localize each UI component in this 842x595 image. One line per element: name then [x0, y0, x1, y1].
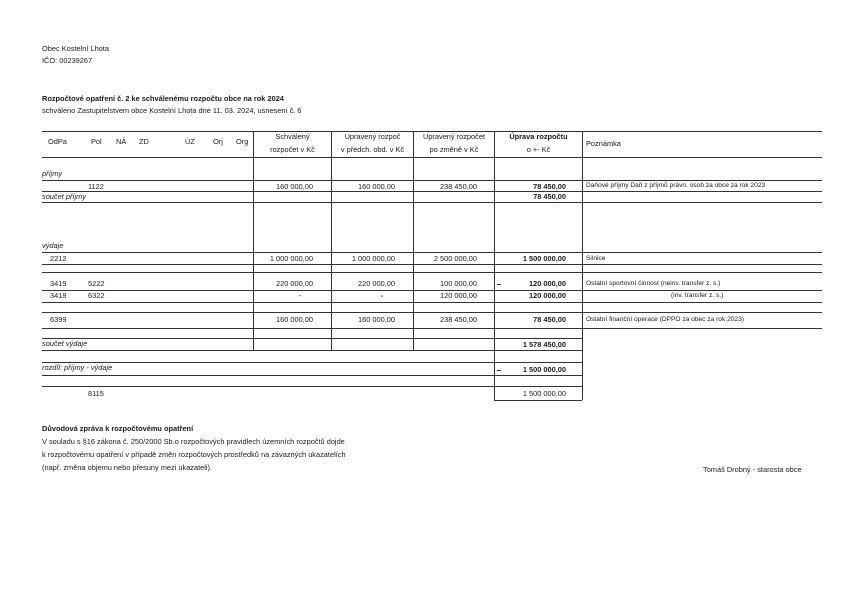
- section-prijmy-label: příjmy: [42, 169, 63, 178]
- rozdil-label: rozdíl: příjmy - výdaje: [42, 363, 113, 372]
- col-upraveny-1: Upravený rozpoč: [344, 132, 401, 141]
- prijmy-pol: 1122: [88, 182, 104, 191]
- signature: Tomáš Drobný - starosta obce: [703, 465, 802, 474]
- section-vydaje-label: výdaje: [42, 241, 64, 250]
- prijmy-upraveny-zmene: 238 450,00: [440, 182, 477, 191]
- vydaje-row-3-odpa: 3419: [50, 291, 67, 300]
- col-zd: ZD: [139, 137, 149, 146]
- vydaje-row-2-upraveny-zmene: 100 000,00: [440, 279, 477, 288]
- col-pol: Pol: [91, 137, 102, 146]
- vydaje-row-3-pol: 6322: [88, 291, 105, 300]
- approval-note: schváleno Zastupitelstvem obce Kostelní Lhota dne 11. 03. 2024, usnesení č. 6: [42, 106, 302, 115]
- col-uz: ÚZ: [185, 137, 195, 146]
- vydaje-row-2-schvaleny: 220 000,00: [276, 279, 313, 288]
- col-upraveny-zmene-2: po změně v Kč: [429, 145, 479, 154]
- explanation-line-3: (např. změna objemu nebo přesuny mezi ukazateli).: [42, 463, 213, 472]
- col-schvaleny-1: Schválený: [275, 132, 310, 141]
- vydaje-row-2-poznamka: Ostatní sportovní činnost (neinv. transfer z. s.): [586, 280, 721, 287]
- vydaje-row-4-poznamka: Ostatní finanční operace (DPPO za obec za rok 2023): [586, 316, 744, 323]
- col-upraveny-zmene-1: Upravený rozpočet: [422, 132, 486, 141]
- col-poznamka: Poznámka: [586, 139, 621, 148]
- vydaje-row-1-odpa: 2212: [50, 254, 67, 263]
- vydaje-sum-label: součet výdaje: [42, 339, 88, 348]
- col-orj: Orj: [213, 137, 223, 146]
- vydaje-row-2-pol: 5222: [88, 279, 105, 288]
- vydaje-row-3-upraveny: -: [380, 291, 383, 300]
- prijmy-sum-value: 78 450,00: [533, 192, 566, 201]
- vydaje-row-1-uprava: 1 500 000,00: [522, 254, 566, 263]
- col-schvaleny-2: rozpočet v Kč: [270, 145, 315, 154]
- vydaje-sum-value: 1 578 450,00: [522, 340, 566, 349]
- vydaje-row-4-upraveny-zmene: 238 450,00: [440, 315, 477, 324]
- col-na: NÁ: [116, 137, 127, 146]
- prijmy-uprava: 78 450,00: [533, 182, 566, 191]
- vydaje-row-1-upraveny: 1 000 000,00: [351, 254, 395, 263]
- vydaje-row-1-schvaleny: 1 000 000,00: [269, 254, 313, 263]
- vydaje-row-2-odpa: 3419: [50, 279, 67, 288]
- financing-pol: 8115: [88, 389, 104, 398]
- vydaje-row-4-uprava: 78 450,00: [533, 315, 566, 324]
- vydaje-row-1-upraveny-zmene: 2 500 000,00: [433, 254, 477, 263]
- document-title: Rozpočtové opatření č. 2 ke schválenému rozpočtu obce na rok 2024: [42, 94, 284, 103]
- col-uprava-2: o +- Kč: [526, 145, 551, 154]
- vydaje-row-4-upraveny: 160 000,00: [358, 315, 395, 324]
- vydaje-row-4-odpa: 6399: [50, 315, 67, 324]
- municipality-name: Obec Kostelní Lhota: [42, 44, 109, 53]
- explanation-heading: Důvodová zpráva k rozpočtovému opatření: [42, 424, 194, 433]
- vydaje-row-4-schvaleny: 160 000,00: [276, 315, 313, 324]
- explanation-line-2: k rozpočtovému opatření v případě změn rozpočtových prostředků na závazných ukazatelích: [42, 450, 346, 459]
- vydaje-row-3-uprava: 120 000,00: [529, 291, 566, 300]
- col-uprava-1: Úprava rozpočtu: [509, 132, 568, 141]
- prijmy-schvaleny: 160 000,00: [276, 182, 313, 191]
- prijmy-poznamka: Daňové příjmy Daň z příjmů právn. osob za obce za rok 2023: [586, 182, 766, 189]
- rozdil-value: 1 500 000,00: [522, 365, 566, 374]
- vydaje-row-2-upraveny: 220 000,00: [358, 279, 395, 288]
- financing-value: 1 500 000,00: [522, 389, 566, 398]
- col-odpa: OdPa: [48, 137, 67, 146]
- vydaje-row-3-upraveny-zmene: 120 000,00: [440, 291, 477, 300]
- vydaje-row-2-uprava: 120 000,00: [529, 279, 566, 288]
- explanation-line-1: V souladu s §16 zákona č. 250/2000 Sb.o rozpočtových pravidlech územních rozpočtů dojde: [42, 437, 345, 446]
- col-upraveny-2: v předch. obd. v Kč: [340, 145, 405, 154]
- prijmy-upraveny: 160 000,00: [358, 182, 395, 191]
- prijmy-sum-label: součet příjmy: [42, 192, 86, 201]
- vydaje-row-3-schvaleny: -: [298, 291, 301, 300]
- vydaje-row-1-poznamka: Silnice: [586, 255, 606, 262]
- col-org: Org: [236, 137, 249, 146]
- vydaje-row-3-poznamka: (inv. transfer z. s.): [671, 292, 724, 299]
- municipality-ico: IČO: 00239267: [42, 56, 93, 65]
